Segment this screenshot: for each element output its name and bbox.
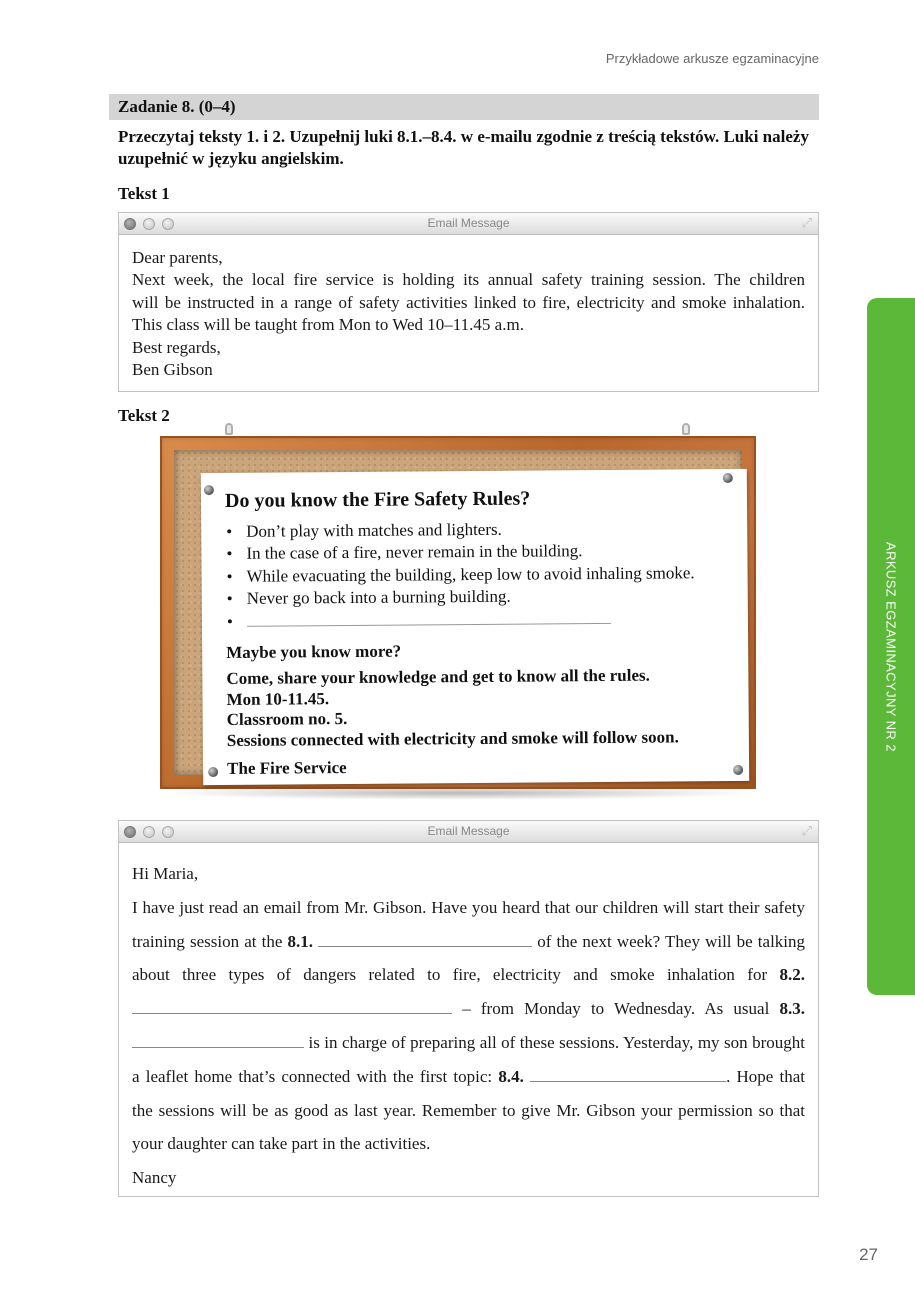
email-window-reply bbox=[118, 820, 819, 1197]
running-header: Przykładowe arkusze egzaminacyjne bbox=[605, 51, 819, 66]
notice-signature: The Fire Service bbox=[227, 758, 347, 778]
email-text: – from Monday to Wednesday. As usual bbox=[462, 999, 770, 1019]
rule-item-blank bbox=[226, 607, 724, 633]
rule-item: • Never go back into a burning building. bbox=[226, 584, 724, 610]
email-text: Hope that the sessions will be as good as last year. Remember to give Mr. Gibson your permission so that your daughter can take part in the activities. bbox=[132, 1066, 806, 1154]
notice-title: Do you know the Fire Safety Rules? bbox=[224, 487, 531, 512]
rule-item: • In the case of a fire, never remain in the building. bbox=[225, 539, 723, 565]
fire-safety-notice bbox=[201, 469, 749, 785]
email-signature: Nancy bbox=[132, 1168, 177, 1188]
text1-label: Tekst 1 bbox=[118, 184, 170, 203]
gap-label: 8.3. bbox=[779, 999, 806, 1019]
answer-gap-8-4[interactable] bbox=[530, 1067, 726, 1082]
answer-gap-8-2[interactable] bbox=[132, 999, 452, 1014]
pin-icon bbox=[723, 473, 733, 483]
email-body bbox=[119, 843, 818, 1195]
notice-line: Mon 10-11.45. bbox=[226, 688, 330, 709]
pin-icon bbox=[204, 485, 214, 495]
email-line: will be instructed in a range of safety activities linked to fire, electricity and smoke inhalation. bbox=[132, 292, 805, 312]
answer-gap-8-3[interactable] bbox=[132, 1033, 304, 1048]
notice-info bbox=[226, 665, 725, 751]
rule-item: • While evacuating the building, keep low to avoid inhaling smoke. bbox=[226, 562, 724, 588]
email-signature: Ben Gibson bbox=[132, 360, 213, 380]
rules-list bbox=[225, 517, 724, 633]
email-greeting: Dear parents, bbox=[132, 248, 223, 267]
gap-label: 8.1. bbox=[287, 931, 314, 951]
window-title: Email Message bbox=[427, 824, 510, 838]
email-text: is in charge of preparing all of these sessions. Yesterday, my son brought a leaflet home that’s connected with the first topic: bbox=[132, 1032, 806, 1086]
email-title-bar bbox=[119, 213, 818, 235]
email-text: I have just read an email from Mr. Gibson. Have you heard that our children will start their safety training session at the bbox=[132, 897, 805, 951]
email-title-bar bbox=[119, 821, 818, 843]
task-instructions: Przeczytaj teksty 1. i 2. Uzupełnij luki 8.1.–8.4. w e-mailu zgodnie z treścią tekstów. Luki należy uzupełnić w języku angielskim. bbox=[118, 127, 809, 168]
email-closing: Best regards, bbox=[132, 337, 221, 357]
email-paragraph bbox=[132, 891, 805, 1161]
gap-label: 8.4. bbox=[498, 1066, 524, 1086]
notice-question: Maybe you know more? bbox=[226, 641, 402, 662]
email-text: . bbox=[726, 1066, 731, 1086]
expand-icon[interactable]: ⤢ bbox=[801, 216, 812, 231]
notice-line: Come, share your knowledge and get to know all the rules. bbox=[226, 665, 650, 688]
board-hook bbox=[682, 423, 690, 435]
rule-item: • Don’t play with matches and lighters. bbox=[225, 517, 723, 543]
window-title: Email Message bbox=[427, 216, 510, 230]
board-hook bbox=[225, 423, 233, 435]
page-number: 27 bbox=[859, 1245, 878, 1264]
notice-line: Classroom no. 5. bbox=[226, 709, 348, 729]
text2-label: Tekst 2 bbox=[118, 406, 170, 425]
email-line: This class will be taught from Mon to Wed 10–11.45 a.m. bbox=[132, 315, 524, 335]
email-text: of the next week? They will be talking about three types of dangers related to fire, electricity and smoke inhalation for bbox=[132, 931, 806, 985]
answer-gap-8-1[interactable] bbox=[318, 932, 532, 947]
email-greeting: Hi Maria, bbox=[132, 864, 199, 883]
email-line: Next week, the local fire service is holding its annual safety training session. The children bbox=[132, 270, 805, 290]
task-title: Zadanie 8. (0–4) bbox=[109, 94, 819, 120]
blank-line bbox=[247, 610, 611, 627]
side-tab-label: ARKUSZ EGZAMINACYJNY NR 2 bbox=[883, 541, 899, 752]
pin-icon bbox=[208, 767, 218, 777]
gap-label: 8.2. bbox=[779, 965, 805, 985]
notice-line: Sessions connected with electricity and smoke will follow soon. bbox=[226, 726, 679, 750]
cork-surface bbox=[174, 450, 742, 778]
side-tab-label-wrap bbox=[867, 298, 915, 995]
expand-icon[interactable]: ⤢ bbox=[801, 824, 812, 839]
pin-icon bbox=[733, 765, 743, 775]
email-body bbox=[119, 235, 818, 381]
email-window-text1 bbox=[118, 212, 819, 392]
cork-board bbox=[160, 436, 756, 789]
